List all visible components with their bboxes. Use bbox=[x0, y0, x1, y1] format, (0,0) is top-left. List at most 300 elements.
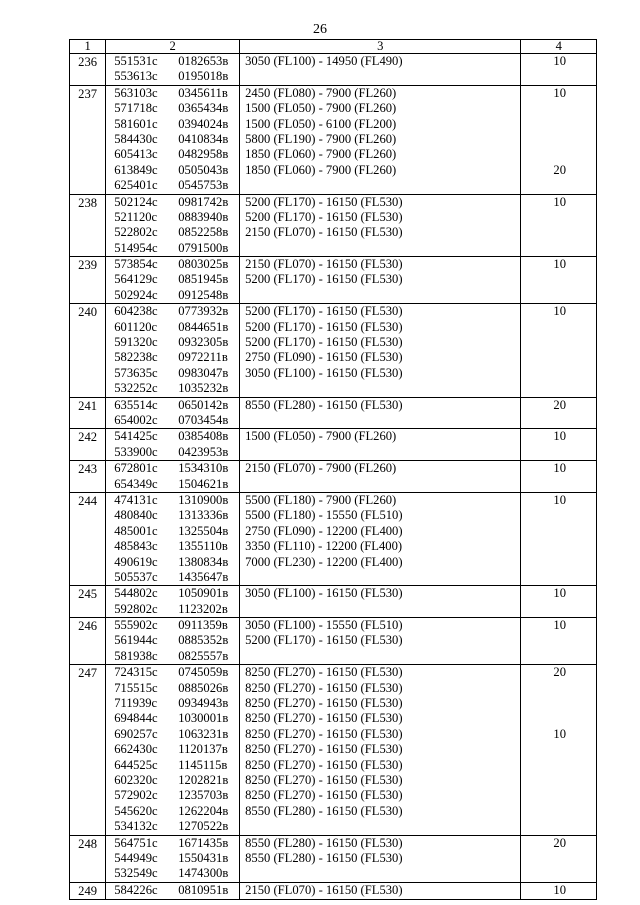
coordinate-line bbox=[114, 804, 239, 819]
latitude: 662430с bbox=[114, 742, 158, 757]
longitude: 0883940в bbox=[178, 209, 229, 224]
longitude: 1050901в bbox=[178, 586, 229, 601]
altitude-range: 1500 (FL050) - 7900 (FL260) bbox=[245, 429, 397, 444]
coordinate-line bbox=[114, 570, 239, 585]
value-line: 10 bbox=[553, 586, 566, 601]
longitude: 0394024в bbox=[178, 116, 229, 131]
table-row bbox=[70, 882, 597, 899]
latitude: 572902с bbox=[114, 788, 158, 803]
zone-number-cell bbox=[70, 85, 106, 194]
zone-number: 244 bbox=[78, 493, 98, 508]
altitude-range: 5200 (FL170) - 16150 (FL530) bbox=[245, 633, 403, 648]
longitude: 0852258в bbox=[178, 225, 229, 240]
altitude-range: 5500 (FL180) - 15550 (FL510) bbox=[245, 508, 403, 523]
altitude-range: 8250 (FL270) - 16150 (FL530) bbox=[245, 757, 403, 772]
longitude: 0912548в bbox=[178, 287, 229, 302]
altitude-range: 8250 (FL270) - 16150 (FL530) bbox=[245, 696, 403, 711]
value-cell bbox=[521, 429, 597, 461]
coordinate-line bbox=[114, 381, 239, 396]
longitude: 1035232в bbox=[178, 381, 229, 396]
coordinates-cell bbox=[106, 397, 240, 429]
latitude: 534132с bbox=[114, 819, 158, 834]
value-line bbox=[521, 117, 596, 132]
value-line: 10 bbox=[553, 85, 566, 100]
coordinate-line bbox=[114, 477, 239, 492]
longitude: 0803025в bbox=[178, 257, 229, 272]
altitude-range: 8250 (FL270) - 16150 (FL530) bbox=[245, 711, 403, 726]
altitude-cell bbox=[240, 492, 521, 585]
latitude: 502124с bbox=[114, 194, 158, 209]
coordinates-cell bbox=[106, 665, 240, 835]
coordinate-line bbox=[114, 711, 239, 726]
coordinate-line bbox=[114, 366, 239, 381]
altitude-range: 2150 (FL070) - 16150 (FL530) bbox=[245, 257, 403, 272]
zone-number-cell bbox=[70, 461, 106, 493]
longitude: 0825557в bbox=[178, 648, 229, 663]
latitude: 694844с bbox=[114, 711, 158, 726]
value-line: 20 bbox=[553, 665, 566, 680]
table-row bbox=[70, 586, 597, 618]
altitude-range: 8550 (FL280) - 16150 (FL530) bbox=[245, 835, 403, 850]
longitude: 0885026в bbox=[178, 680, 229, 695]
coordinate-line bbox=[114, 866, 239, 881]
longitude: 0885352в bbox=[178, 633, 229, 648]
latitude: 581601с bbox=[114, 116, 158, 131]
table-row bbox=[70, 665, 597, 835]
altitude-cell bbox=[240, 618, 521, 665]
longitude: 1063231в bbox=[178, 726, 229, 741]
longitude: 1270522в bbox=[178, 819, 229, 834]
altitude-cell bbox=[240, 882, 521, 899]
longitude: 0423953в bbox=[178, 444, 229, 459]
longitude: 1145115в bbox=[178, 757, 228, 772]
longitude: 1310900в bbox=[178, 492, 229, 507]
page-number: 26 bbox=[313, 22, 327, 37]
coordinate-line bbox=[114, 69, 239, 84]
altitude-range: 3050 (FL100) - 16150 (FL530) bbox=[245, 586, 403, 601]
longitude: 1123202в bbox=[178, 601, 228, 616]
zone-number-cell bbox=[70, 304, 106, 397]
latitude: 551531с bbox=[114, 54, 158, 68]
coordinate-line bbox=[114, 555, 239, 570]
coordinate-line bbox=[114, 727, 239, 742]
longitude: 0773932в bbox=[178, 304, 229, 319]
coordinate-line bbox=[114, 86, 239, 101]
latitude: 690257с bbox=[114, 726, 158, 741]
value-line: 10 bbox=[553, 726, 566, 741]
altitude-range: 2150 (FL070) - 16150 (FL530) bbox=[245, 882, 403, 897]
value-cell bbox=[521, 492, 597, 585]
longitude: 1550431в bbox=[178, 850, 229, 865]
longitude: 0981742в bbox=[178, 194, 229, 209]
coordinate-line bbox=[114, 272, 239, 287]
coordinate-line bbox=[114, 618, 239, 633]
table-row bbox=[70, 85, 597, 194]
zone-number: 242 bbox=[78, 430, 98, 445]
longitude: 0195018в bbox=[178, 69, 229, 84]
latitude: 553613с bbox=[114, 69, 158, 84]
latitude: 581938с bbox=[114, 648, 158, 663]
value-line: 10 bbox=[553, 618, 566, 633]
value-line bbox=[521, 711, 596, 726]
latitude: 605413с bbox=[114, 147, 158, 162]
zone-number: 246 bbox=[78, 619, 98, 634]
coordinate-line bbox=[114, 773, 239, 788]
altitude-cell bbox=[240, 304, 521, 397]
latitude: 635514с bbox=[114, 397, 158, 412]
latitude: 724315с bbox=[114, 665, 158, 680]
latitude: 505537с bbox=[114, 569, 158, 584]
altitude-range: 8250 (FL270) - 16150 (FL530) bbox=[245, 788, 403, 803]
value-cell bbox=[521, 257, 597, 304]
altitude-cell bbox=[240, 665, 521, 835]
longitude: 0810951в bbox=[178, 882, 229, 897]
coordinates-cell bbox=[106, 586, 240, 618]
zone-number: 247 bbox=[78, 666, 98, 681]
longitude: 0851945в bbox=[178, 272, 229, 287]
zone-number-cell bbox=[70, 586, 106, 618]
longitude: 1262204в bbox=[178, 803, 229, 818]
altitude-range: 3350 (FL110) - 12200 (FL400) bbox=[245, 539, 403, 554]
coordinate-line bbox=[114, 586, 239, 601]
latitude: 573854с bbox=[114, 257, 158, 272]
coordinate-line bbox=[114, 429, 239, 444]
value-line bbox=[521, 681, 596, 696]
coordinates-cell bbox=[106, 257, 240, 304]
coordinate-line bbox=[114, 178, 239, 193]
latitude: 502924с bbox=[114, 287, 158, 302]
altitude-range: 2450 (FL080) - 7900 (FL260) bbox=[245, 85, 397, 100]
longitude: 0365434в bbox=[178, 101, 229, 116]
value-cell bbox=[521, 54, 597, 86]
coordinates-cell bbox=[106, 835, 240, 882]
value-line: 10 bbox=[553, 304, 566, 319]
latitude: 601120с bbox=[114, 319, 158, 334]
coordinates-cell bbox=[106, 194, 240, 257]
latitude: 541425с bbox=[114, 429, 158, 444]
header-col-1: 1 bbox=[70, 40, 106, 54]
coordinate-line bbox=[114, 241, 239, 256]
altitude-range: 3050 (FL100) - 16150 (FL530) bbox=[245, 365, 403, 380]
longitude: 0545753в bbox=[178, 178, 229, 193]
zone-number: 249 bbox=[78, 883, 98, 898]
altitude-range: 5200 (FL170) - 16150 (FL530) bbox=[245, 335, 403, 350]
coordinate-line bbox=[114, 696, 239, 711]
latitude: 584430с bbox=[114, 131, 158, 146]
coordinate-line bbox=[114, 461, 239, 476]
longitude: 1325504в bbox=[178, 523, 229, 538]
coordinate-line bbox=[114, 445, 239, 460]
coordinate-line bbox=[114, 493, 239, 508]
value-line: 10 bbox=[553, 257, 566, 272]
longitude: 0932305в bbox=[178, 335, 229, 350]
coordinate-line bbox=[114, 257, 239, 272]
altitude-range: 8550 (FL280) - 16150 (FL530) bbox=[245, 397, 403, 412]
longitude: 0745059в bbox=[178, 665, 229, 680]
latitude: 591320с bbox=[114, 335, 158, 350]
coordinate-line bbox=[114, 147, 239, 162]
longitude: 0983047в bbox=[178, 365, 229, 380]
altitude-range: 1850 (FL060) - 7900 (FL260) bbox=[245, 162, 397, 177]
value-line bbox=[521, 147, 596, 162]
altitude-range: 2150 (FL070) - 16150 (FL530) bbox=[245, 225, 403, 240]
value-cell bbox=[521, 835, 597, 882]
altitude-cell bbox=[240, 397, 521, 429]
latitude: 654349с bbox=[114, 476, 158, 491]
zone-number: 245 bbox=[78, 587, 98, 602]
coordinate-line bbox=[114, 649, 239, 664]
value-cell bbox=[521, 882, 597, 899]
longitude: 1671435в bbox=[178, 835, 229, 850]
altitude-cell bbox=[240, 85, 521, 194]
header-row bbox=[70, 40, 597, 54]
longitude: 0844651в bbox=[178, 319, 229, 334]
value-cell bbox=[521, 397, 597, 429]
altitude-cell bbox=[240, 257, 521, 304]
latitude: 715515с bbox=[114, 680, 158, 695]
coordinate-line bbox=[114, 335, 239, 350]
zone-number: 243 bbox=[78, 462, 98, 477]
altitude-range: 1850 (FL060) - 7900 (FL260) bbox=[245, 147, 397, 162]
coordinate-line bbox=[114, 350, 239, 365]
zone-number: 241 bbox=[78, 398, 98, 413]
longitude: 1202821в bbox=[178, 772, 229, 787]
altitude-cell bbox=[240, 461, 521, 493]
altitude-range: 5200 (FL170) - 16150 (FL530) bbox=[245, 272, 403, 287]
zone-number-cell bbox=[70, 54, 106, 86]
zone-number: 239 bbox=[78, 258, 98, 273]
zone-number-cell bbox=[70, 257, 106, 304]
altitude-range: 5200 (FL170) - 16150 (FL530) bbox=[245, 194, 403, 209]
value-line bbox=[521, 132, 596, 147]
longitude: 1355110в bbox=[178, 539, 228, 554]
latitude: 604238с bbox=[114, 304, 158, 319]
zone-number-cell bbox=[70, 882, 106, 899]
altitude-cell bbox=[240, 586, 521, 618]
altitude-cell bbox=[240, 835, 521, 882]
altitude-range: 5800 (FL190) - 7900 (FL260) bbox=[245, 131, 397, 146]
coordinate-line bbox=[114, 398, 239, 413]
latitude: 555902с bbox=[114, 618, 158, 633]
latitude: 564129с bbox=[114, 272, 158, 287]
longitude: 1235703в bbox=[178, 788, 229, 803]
coordinate-line bbox=[114, 117, 239, 132]
zone-number-cell bbox=[70, 492, 106, 585]
coordinates-cell bbox=[106, 85, 240, 194]
longitude: 0345611в bbox=[178, 85, 228, 100]
table-row bbox=[70, 397, 597, 429]
value-cell bbox=[521, 194, 597, 257]
latitude: 490619с bbox=[114, 554, 158, 569]
table-body bbox=[70, 54, 597, 900]
longitude: 1504621в bbox=[178, 476, 229, 491]
longitude: 1474300в bbox=[178, 866, 229, 881]
latitude: 602320с bbox=[114, 772, 158, 787]
value-line: 20 bbox=[553, 835, 566, 850]
latitude: 625401с bbox=[114, 178, 158, 193]
coordinates-cell bbox=[106, 54, 240, 86]
longitude: 0182653в bbox=[178, 54, 229, 68]
latitude: 514954с bbox=[114, 240, 158, 255]
coordinate-line bbox=[114, 633, 239, 648]
value-line: 10 bbox=[553, 429, 566, 444]
longitude: 0911359в bbox=[178, 618, 228, 633]
table-row bbox=[70, 54, 597, 86]
coordinate-line bbox=[114, 681, 239, 696]
longitude: 0505043в bbox=[178, 162, 229, 177]
coordinate-line bbox=[114, 101, 239, 116]
latitude: 654002с bbox=[114, 412, 158, 427]
value-line: 10 bbox=[553, 54, 566, 68]
altitude-range: 8250 (FL270) - 16150 (FL530) bbox=[245, 742, 403, 757]
coordinate-line bbox=[114, 524, 239, 539]
latitude: 584226с bbox=[114, 882, 158, 897]
airspace-table bbox=[69, 39, 597, 900]
header-col-2: 2 bbox=[106, 40, 240, 54]
latitude: 533900с bbox=[114, 444, 158, 459]
coordinate-line bbox=[114, 195, 239, 210]
latitude: 544949с bbox=[114, 850, 158, 865]
longitude: 0410834в bbox=[178, 131, 229, 146]
longitude: 0385408в bbox=[178, 429, 229, 444]
coordinate-line bbox=[114, 883, 239, 898]
latitude: 544802с bbox=[114, 586, 158, 601]
header-col-4: 4 bbox=[521, 40, 597, 54]
coordinate-line bbox=[114, 788, 239, 803]
latitude: 711939с bbox=[114, 696, 158, 711]
latitude: 532252с bbox=[114, 381, 158, 396]
latitude: 480840с bbox=[114, 508, 158, 523]
altitude-range: 8250 (FL270) - 16150 (FL530) bbox=[245, 680, 403, 695]
coordinate-line bbox=[114, 413, 239, 428]
value-line bbox=[521, 101, 596, 116]
value-cell bbox=[521, 85, 597, 194]
longitude: 0791500в bbox=[178, 240, 229, 255]
altitude-range: 1500 (FL050) - 7900 (FL260) bbox=[245, 101, 397, 116]
altitude-range: 8550 (FL280) - 16150 (FL530) bbox=[245, 803, 403, 818]
table-row bbox=[70, 461, 597, 493]
zone-number-cell bbox=[70, 429, 106, 461]
coordinate-line bbox=[114, 320, 239, 335]
coordinate-line bbox=[114, 539, 239, 554]
zone-number-cell bbox=[70, 665, 106, 835]
altitude-range: 8550 (FL280) - 16150 (FL530) bbox=[245, 850, 403, 865]
value-line: 10 bbox=[553, 492, 566, 507]
longitude: 1435647в bbox=[178, 569, 229, 584]
value-line bbox=[521, 696, 596, 711]
value-cell bbox=[521, 618, 597, 665]
latitude: 644525с bbox=[114, 757, 158, 772]
coordinate-line bbox=[114, 665, 239, 680]
latitude: 561944с bbox=[114, 633, 158, 648]
longitude: 0972211в bbox=[178, 350, 228, 365]
coordinate-line bbox=[114, 851, 239, 866]
table-row bbox=[70, 429, 597, 461]
longitude: 1030001в bbox=[178, 711, 229, 726]
longitude: 0482958в bbox=[178, 147, 229, 162]
altitude-range: 7000 (FL230) - 12200 (FL400) bbox=[245, 554, 403, 569]
coordinate-line bbox=[114, 54, 239, 69]
table-row bbox=[70, 835, 597, 882]
table-row bbox=[70, 194, 597, 257]
longitude: 1313336в bbox=[178, 508, 229, 523]
longitude: 1534310в bbox=[178, 461, 229, 476]
latitude: 485001с bbox=[114, 523, 158, 538]
altitude-range: 8250 (FL270) - 16150 (FL530) bbox=[245, 726, 403, 741]
coordinate-line bbox=[114, 132, 239, 147]
value-cell bbox=[521, 586, 597, 618]
table-row bbox=[70, 304, 597, 397]
latitude: 582238с bbox=[114, 350, 158, 365]
table-row bbox=[70, 257, 597, 304]
value-line: 10 bbox=[553, 882, 566, 897]
coordinates-cell bbox=[106, 429, 240, 461]
altitude-cell bbox=[240, 429, 521, 461]
zone-number: 237 bbox=[78, 86, 98, 101]
altitude-range: 3050 (FL100) - 15550 (FL510) bbox=[245, 618, 403, 633]
value-line: 20 bbox=[553, 397, 566, 412]
altitude-range: 5200 (FL170) - 16150 (FL530) bbox=[245, 209, 403, 224]
coordinate-line bbox=[114, 602, 239, 617]
latitude: 571718с bbox=[114, 101, 158, 116]
value-cell bbox=[521, 304, 597, 397]
zone-number-cell bbox=[70, 397, 106, 429]
longitude: 1120137в bbox=[178, 742, 228, 757]
coordinate-line bbox=[114, 288, 239, 303]
latitude: 521120с bbox=[114, 209, 158, 224]
coordinate-line bbox=[114, 819, 239, 834]
zone-number-cell bbox=[70, 618, 106, 665]
coordinates-cell bbox=[106, 492, 240, 585]
longitude: 1380834в bbox=[178, 554, 229, 569]
zone-number-cell bbox=[70, 835, 106, 882]
coordinate-line bbox=[114, 742, 239, 757]
coordinate-line bbox=[114, 163, 239, 178]
coordinates-cell bbox=[106, 618, 240, 665]
coordinate-line bbox=[114, 758, 239, 773]
zone-number: 248 bbox=[78, 836, 98, 851]
latitude: 573635с bbox=[114, 365, 158, 380]
altitude-range: 2150 (FL070) - 7900 (FL260) bbox=[245, 461, 397, 476]
coordinates-cell bbox=[106, 882, 240, 899]
latitude: 564751с bbox=[114, 835, 158, 850]
coordinate-line bbox=[114, 304, 239, 319]
coordinate-line bbox=[114, 225, 239, 240]
value-line: 10 bbox=[553, 194, 566, 209]
coordinate-line bbox=[114, 508, 239, 523]
value-line: 20 bbox=[553, 162, 566, 177]
latitude: 613849с bbox=[114, 162, 158, 177]
latitude: 545620с bbox=[114, 803, 158, 818]
coordinate-line bbox=[114, 210, 239, 225]
coordinates-cell bbox=[106, 461, 240, 493]
latitude: 474131с bbox=[114, 492, 158, 507]
value-cell bbox=[521, 665, 597, 835]
table-row bbox=[70, 618, 597, 665]
altitude-cell bbox=[240, 194, 521, 257]
value-line: 10 bbox=[553, 461, 566, 476]
altitude-cell bbox=[240, 54, 521, 86]
zone-number: 240 bbox=[78, 305, 98, 320]
longitude: 0703454в bbox=[178, 412, 229, 427]
altitude-range: 8250 (FL270) - 16150 (FL530) bbox=[245, 772, 403, 787]
altitude-range: 2750 (FL090) - 16150 (FL530) bbox=[245, 350, 403, 365]
zone-number-cell bbox=[70, 194, 106, 257]
altitude-range: 5500 (FL180) - 7900 (FL260) bbox=[245, 492, 397, 507]
value-cell bbox=[521, 461, 597, 493]
altitude-range: 2750 (FL090) - 12200 (FL400) bbox=[245, 523, 403, 538]
altitude-range: 5200 (FL170) - 16150 (FL530) bbox=[245, 304, 403, 319]
